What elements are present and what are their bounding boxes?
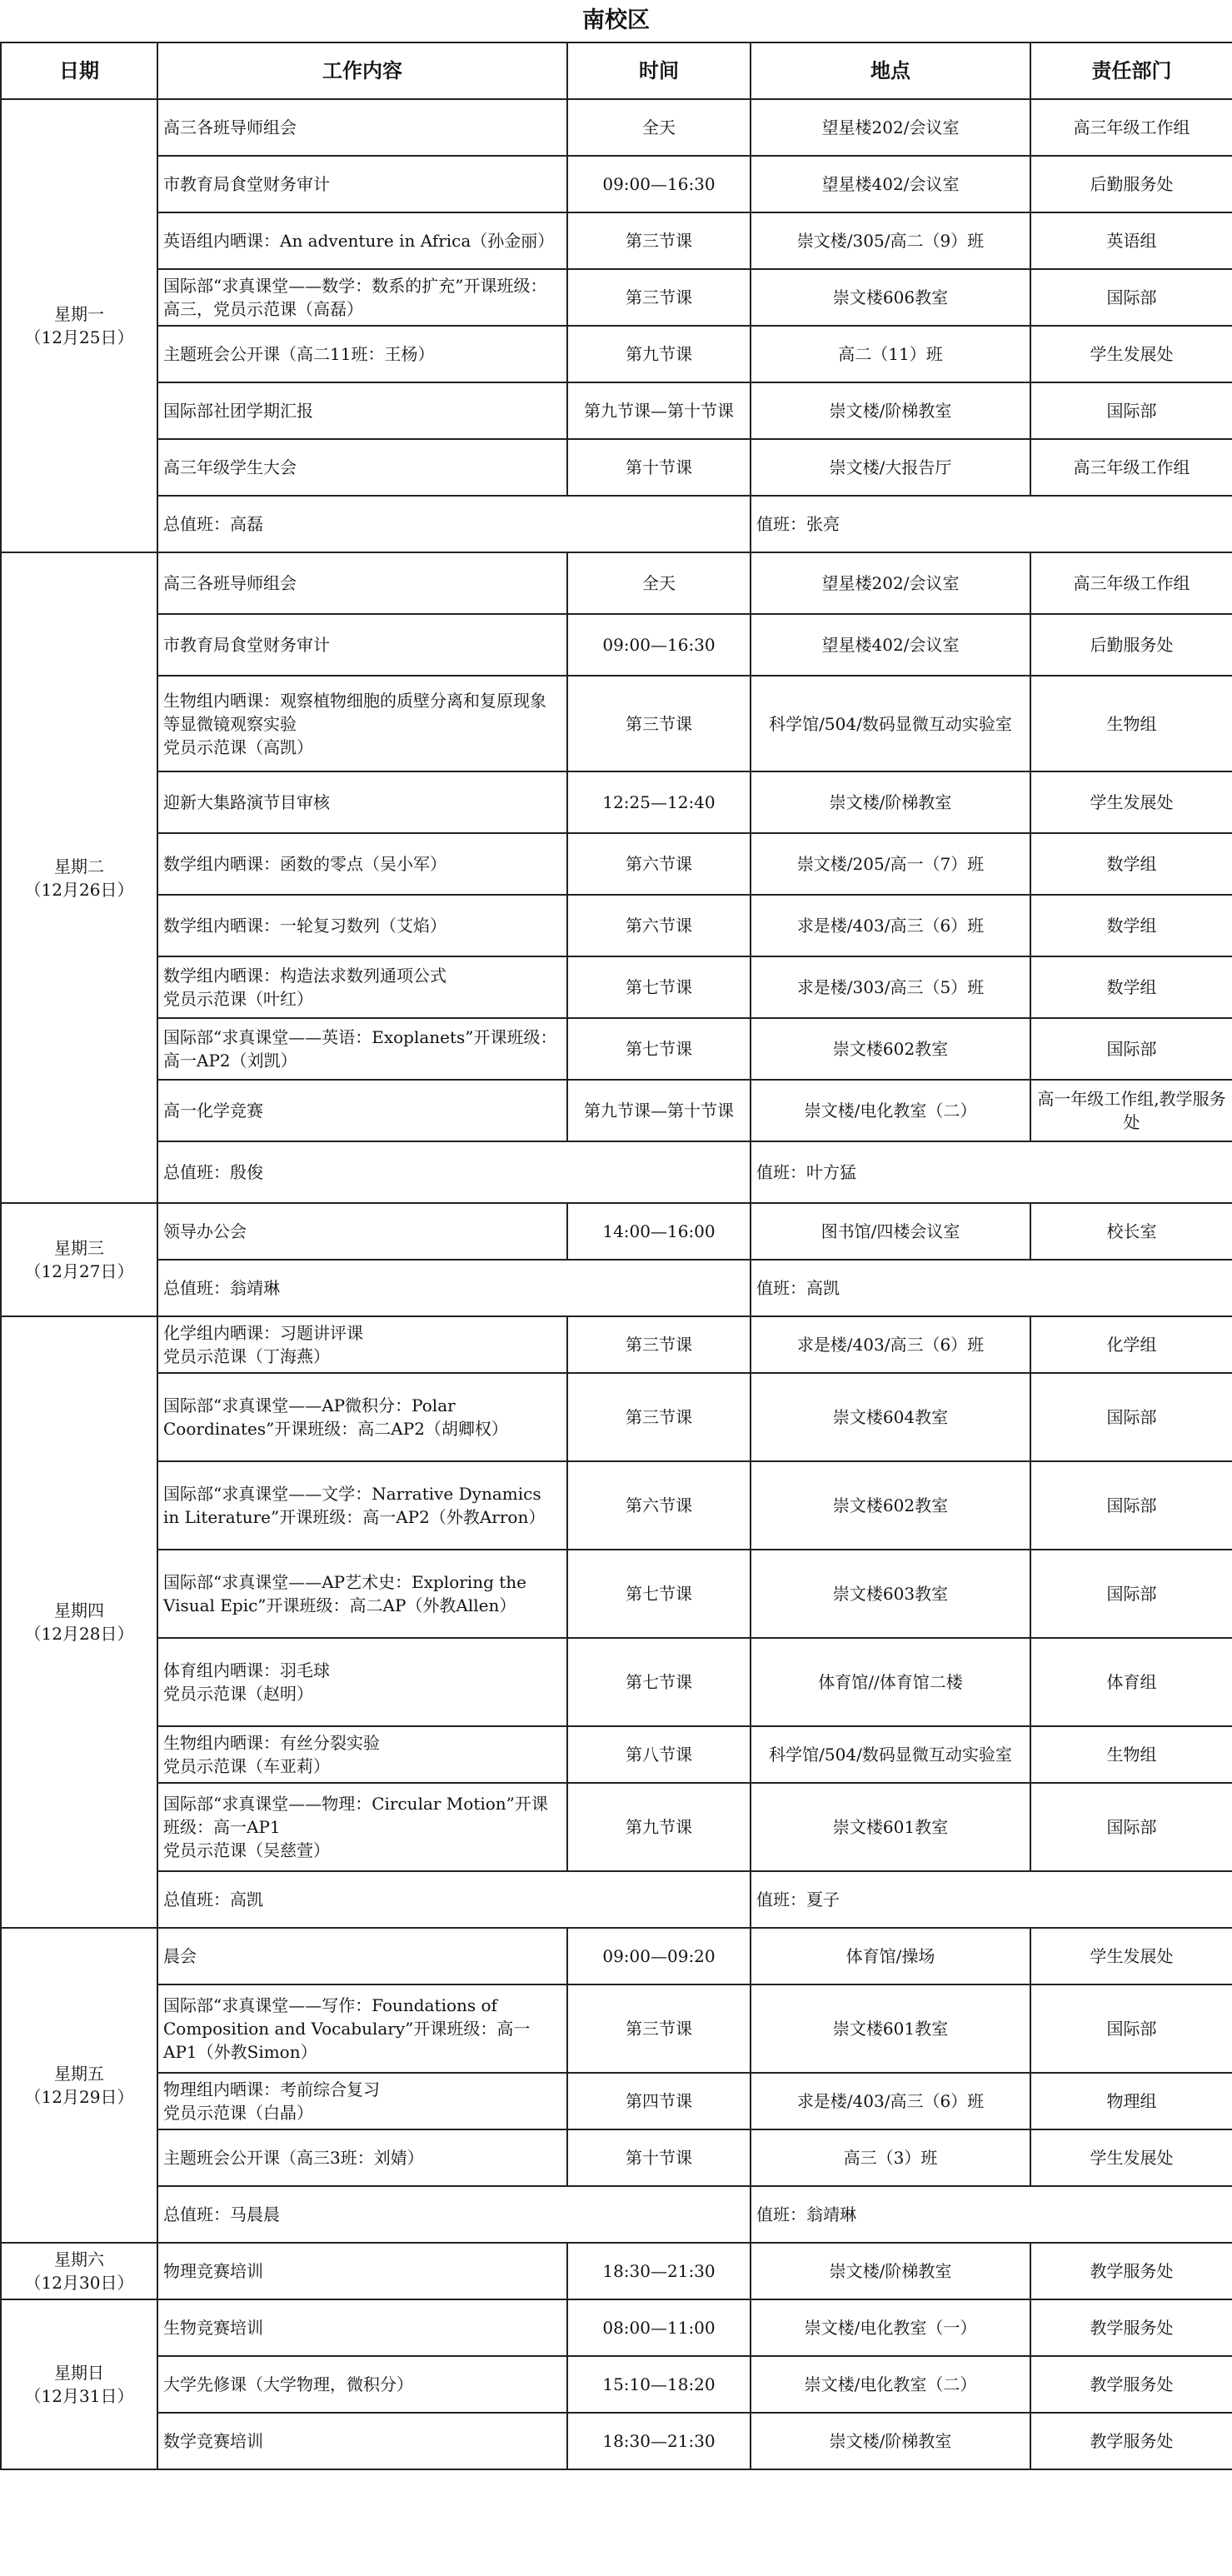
- work-content-cell: 国际部社团学期汇报: [157, 382, 567, 439]
- place-cell: 崇文楼/电化教室（二）: [751, 1080, 1030, 1141]
- table-row: [1, 326, 1232, 382]
- table-row: [1, 382, 1232, 439]
- place-cell: 望星楼402/会议室: [751, 614, 1030, 676]
- work-content-cell: 市教育局食堂财务审计: [157, 156, 567, 212]
- chief-duty-cell: 总值班：高凯: [157, 1871, 751, 1928]
- time-cell: 第十节课: [567, 439, 751, 496]
- header-time: 时间: [567, 42, 751, 99]
- table-row: [1, 552, 1232, 614]
- time-cell: 09:00—09:20: [567, 1928, 751, 1984]
- work-content-cell: 生物组内晒课：有丝分裂实验 党员示范课（车亚莉）: [157, 1726, 567, 1783]
- time-cell: 第七节课: [567, 1638, 751, 1726]
- dept-cell: 数学组: [1030, 895, 1232, 956]
- place-cell: 科学馆/504/数码显微互动实验室: [751, 676, 1030, 771]
- time-cell: 第三节课: [567, 1984, 751, 2073]
- duty-cell: 值班：张亮: [751, 496, 1232, 552]
- schedule-body: [1, 99, 1232, 2469]
- dept-cell: 国际部: [1030, 382, 1232, 439]
- place-cell: 体育馆/操场: [751, 1928, 1030, 1984]
- dept-cell: 后勤服务处: [1030, 614, 1232, 676]
- time-cell: 09:00—16:30: [567, 156, 751, 212]
- day-cell: [1, 1203, 157, 1316]
- day-date: （12月25日）: [24, 327, 134, 347]
- time-cell: 全天: [567, 552, 751, 614]
- table-row: [1, 956, 1232, 1018]
- time-cell: 全天: [567, 99, 751, 156]
- table-row: [1, 1461, 1232, 1550]
- table-row: [1, 771, 1232, 833]
- dept-cell: 国际部: [1030, 1018, 1232, 1080]
- work-content-cell: 生物组内晒课：观察植物细胞的质壁分离和复原现象等显微镜观察实验 党员示范课（高凯）: [157, 676, 567, 771]
- duty-row: [1, 496, 1232, 552]
- work-content-cell: 数学组内晒课：一轮复习数列（艾焰）: [157, 895, 567, 956]
- place-cell: 求是楼/403/高三（6）班: [751, 895, 1030, 956]
- dept-cell: 学生发展处: [1030, 2129, 1232, 2186]
- work-content-cell: 国际部“求真课堂——物理：Circular Motion”开课班级：高一AP1 党员示范课（吴慈萱）: [157, 1783, 567, 1871]
- table-row: [1, 439, 1232, 496]
- day-date: （12月31日）: [24, 2386, 134, 2406]
- dept-cell: 国际部: [1030, 1783, 1232, 1871]
- work-content-cell: 国际部“求真课堂——文学：Narrative Dynamics in Literature”开课班级：高一AP2（外教Arron）: [157, 1461, 567, 1550]
- table-row: [1, 1783, 1232, 1871]
- work-content-cell: 市教育局食堂财务审计: [157, 614, 567, 676]
- table-row: [1, 2299, 1232, 2356]
- day-date: （12月26日）: [24, 879, 134, 900]
- dept-cell: 高三年级工作组: [1030, 439, 1232, 496]
- place-cell: 高二（11）班: [751, 326, 1030, 382]
- table-row: [1, 2243, 1232, 2299]
- place-cell: 崇文楼/阶梯教室: [751, 2413, 1030, 2469]
- dept-cell: 高一年级工作组,教学服务处: [1030, 1080, 1232, 1141]
- table-row: [1, 1373, 1232, 1461]
- duty-cell: 值班：叶方猛: [751, 1141, 1232, 1203]
- place-cell: 崇文楼/阶梯教室: [751, 771, 1030, 833]
- day-date: （12月30日）: [24, 2273, 134, 2293]
- place-cell: 崇文楼606教室: [751, 269, 1030, 326]
- day-cell: [1, 99, 157, 552]
- place-cell: 崇文楼603教室: [751, 1550, 1030, 1638]
- place-cell: 崇文楼/205/高一（7）班: [751, 833, 1030, 895]
- place-cell: 崇文楼/阶梯教室: [751, 2243, 1030, 2299]
- time-cell: 第七节课: [567, 1018, 751, 1080]
- dept-cell: 国际部: [1030, 1373, 1232, 1461]
- time-cell: 第三节课: [567, 1373, 751, 1461]
- table-row: [1, 2356, 1232, 2413]
- place-cell: 科学馆/504/数码显微互动实验室: [751, 1726, 1030, 1783]
- time-cell: 09:00—16:30: [567, 614, 751, 676]
- table-row: [1, 1928, 1232, 1984]
- dept-cell: 国际部: [1030, 1461, 1232, 1550]
- table-row: [1, 895, 1232, 956]
- work-content-cell: 体育组内晒课：羽毛球 党员示范课（赵明）: [157, 1638, 567, 1726]
- table-row: [1, 156, 1232, 212]
- day-name: 星期日: [54, 2363, 104, 2383]
- work-content-cell: 数学组内晒课：构造法求数列通项公式 党员示范课（叶红）: [157, 956, 567, 1018]
- work-content-cell: 领导办公会: [157, 1203, 567, 1260]
- table-row: [1, 676, 1232, 771]
- work-content-cell: 晨会: [157, 1928, 567, 1984]
- place-cell: 崇文楼601教室: [751, 1984, 1030, 2073]
- time-cell: 第四节课: [567, 2073, 751, 2129]
- time-cell: 第六节课: [567, 1461, 751, 1550]
- work-content-cell: 国际部“求真课堂——写作：Foundations of Composition and Vocabulary”开课班级：高一AP1（外教Simon）: [157, 1984, 567, 2073]
- time-cell: 第七节课: [567, 956, 751, 1018]
- dept-cell: 物理组: [1030, 2073, 1232, 2129]
- day-name: 星期二: [54, 856, 104, 876]
- place-cell: 望星楼402/会议室: [751, 156, 1030, 212]
- dept-cell: 生物组: [1030, 676, 1232, 771]
- work-content-cell: 物理组内晒课：考前综合复习 党员示范课（白晶）: [157, 2073, 567, 2129]
- dept-cell: 高三年级工作组: [1030, 552, 1232, 614]
- time-cell: 12:25—12:40: [567, 771, 751, 833]
- work-content-cell: 生物竞赛培训: [157, 2299, 567, 2356]
- table-row: [1, 212, 1232, 269]
- dept-cell: 高三年级工作组: [1030, 99, 1232, 156]
- duty-cell: 值班：翁靖琳: [751, 2186, 1232, 2243]
- time-cell: 第九节课—第十节课: [567, 1080, 751, 1141]
- dept-cell: 学生发展处: [1030, 326, 1232, 382]
- dept-cell: 化学组: [1030, 1316, 1232, 1373]
- place-cell: 求是楼/403/高三（6）班: [751, 2073, 1030, 2129]
- time-cell: 第九节课—第十节课: [567, 382, 751, 439]
- time-cell: 18:30—21:30: [567, 2243, 751, 2299]
- work-content-cell: 国际部“求真课堂——数学：数系的扩充”开课班级：高三，党员示范课（高磊）: [157, 269, 567, 326]
- table-row: [1, 1726, 1232, 1783]
- chief-duty-cell: 总值班：殷俊: [157, 1141, 751, 1203]
- day-date: （12月27日）: [24, 1261, 134, 1281]
- time-cell: 第三节课: [567, 676, 751, 771]
- day-cell: [1, 2299, 157, 2469]
- day-date: （12月29日）: [24, 2087, 134, 2107]
- time-cell: 18:30—21:30: [567, 2413, 751, 2469]
- day-cell: [1, 1316, 157, 1928]
- table-row: [1, 2413, 1232, 2469]
- table-row: [1, 1080, 1232, 1141]
- work-content-cell: 化学组内晒课：习题讲评课 党员示范课（丁海燕）: [157, 1316, 567, 1373]
- work-content-cell: 物理竞赛培训: [157, 2243, 567, 2299]
- dept-cell: 英语组: [1030, 212, 1232, 269]
- work-content-cell: 数学组内晒课：函数的零点（吴小军）: [157, 833, 567, 895]
- work-content-cell: 高三年级学生大会: [157, 439, 567, 496]
- day-date: （12月28日）: [24, 1624, 134, 1644]
- table-row: [1, 1638, 1232, 1726]
- duty-cell: 值班：夏子: [751, 1871, 1232, 1928]
- place-cell: 崇文楼602教室: [751, 1018, 1030, 1080]
- table-row: [1, 1018, 1232, 1080]
- table-row: [1, 99, 1232, 156]
- duty-row: [1, 2186, 1232, 2243]
- place-cell: 望星楼202/会议室: [751, 99, 1030, 156]
- time-cell: 08:00—11:00: [567, 2299, 751, 2356]
- dept-cell: 教学服务处: [1030, 2299, 1232, 2356]
- duty-row: [1, 1871, 1232, 1928]
- time-cell: 第十节课: [567, 2129, 751, 2186]
- place-cell: 望星楼202/会议室: [751, 552, 1030, 614]
- schedule-table: [0, 42, 1232, 2470]
- table-row: [1, 1550, 1232, 1638]
- table-row: [1, 2073, 1232, 2129]
- day-cell: [1, 552, 157, 1203]
- day-cell: [1, 2243, 157, 2299]
- header-row: [1, 42, 1232, 99]
- work-content-cell: 国际部“求真课堂——AP微积分：Polar Coordinates”开课班级：高二AP2（胡卿权）: [157, 1373, 567, 1461]
- day-cell: [1, 1928, 157, 2243]
- header-dept: 责任部门: [1030, 42, 1232, 99]
- place-cell: 崇文楼602教室: [751, 1461, 1030, 1550]
- dept-cell: 教学服务处: [1030, 2243, 1232, 2299]
- table-row: [1, 614, 1232, 676]
- table-row: [1, 1203, 1232, 1260]
- day-name: 星期四: [54, 1600, 104, 1620]
- dept-cell: 后勤服务处: [1030, 156, 1232, 212]
- work-content-cell: 高三各班导师组会: [157, 99, 567, 156]
- dept-cell: 国际部: [1030, 1550, 1232, 1638]
- place-cell: 崇文楼/电化教室（二）: [751, 2356, 1030, 2413]
- time-cell: 第六节课: [567, 895, 751, 956]
- day-name: 星期三: [54, 1238, 104, 1258]
- table-row: [1, 269, 1232, 326]
- work-content-cell: 国际部“求真课堂——英语：Exoplanets”开课班级：高一AP2（刘凯）: [157, 1018, 567, 1080]
- dept-cell: 学生发展处: [1030, 1928, 1232, 1984]
- place-cell: 图书馆/四楼会议室: [751, 1203, 1030, 1260]
- work-content-cell: 迎新大集路演节目审核: [157, 771, 567, 833]
- place-cell: 求是楼/303/高三（5）班: [751, 956, 1030, 1018]
- header-date: 日期: [1, 42, 157, 99]
- dept-cell: 体育组: [1030, 1638, 1232, 1726]
- table-row: [1, 1984, 1232, 2073]
- dept-cell: 教学服务处: [1030, 2356, 1232, 2413]
- work-content-cell: 数学竞赛培训: [157, 2413, 567, 2469]
- place-cell: 崇文楼/大报告厅: [751, 439, 1030, 496]
- work-content-cell: 高一化学竞赛: [157, 1080, 567, 1141]
- time-cell: 第九节课: [567, 326, 751, 382]
- table-row: [1, 833, 1232, 895]
- dept-cell: 国际部: [1030, 1984, 1232, 2073]
- time-cell: 第八节课: [567, 1726, 751, 1783]
- chief-duty-cell: 总值班：翁靖琳: [157, 1260, 751, 1316]
- place-cell: 崇文楼/305/高二（9）班: [751, 212, 1030, 269]
- time-cell: 第三节课: [567, 212, 751, 269]
- chief-duty-cell: 总值班：马晨晨: [157, 2186, 751, 2243]
- place-cell: 崇文楼/阶梯教室: [751, 382, 1030, 439]
- dept-cell: 国际部: [1030, 269, 1232, 326]
- place-cell: 崇文楼601教室: [751, 1783, 1030, 1871]
- dept-cell: 生物组: [1030, 1726, 1232, 1783]
- place-cell: 崇文楼604教室: [751, 1373, 1030, 1461]
- place-cell: 体育馆//体育馆二楼: [751, 1638, 1030, 1726]
- dept-cell: 学生发展处: [1030, 771, 1232, 833]
- time-cell: 第六节课: [567, 833, 751, 895]
- duty-cell: 值班：高凯: [751, 1260, 1232, 1316]
- duty-row: [1, 1141, 1232, 1203]
- header-place: 地点: [751, 42, 1030, 99]
- work-content-cell: 主题班会公开课（高二11班：王杨）: [157, 326, 567, 382]
- day-name: 星期五: [54, 2064, 104, 2084]
- table-row: [1, 2129, 1232, 2186]
- header-content: 工作内容: [157, 42, 567, 99]
- place-cell: 崇文楼/电化教室（一）: [751, 2299, 1030, 2356]
- place-cell: 高三（3）班: [751, 2129, 1030, 2186]
- dept-cell: 数学组: [1030, 956, 1232, 1018]
- day-name: 星期六: [54, 2249, 104, 2269]
- time-cell: 14:00—16:00: [567, 1203, 751, 1260]
- work-content-cell: 国际部“求真课堂——AP艺术史：Exploring the Visual Epic”开课班级：高二AP（外教Allen）: [157, 1550, 567, 1638]
- chief-duty-cell: 总值班：高磊: [157, 496, 751, 552]
- time-cell: 第七节课: [567, 1550, 751, 1638]
- time-cell: 第九节课: [567, 1783, 751, 1871]
- day-name: 星期一: [54, 304, 104, 324]
- dept-cell: 教学服务处: [1030, 2413, 1232, 2469]
- duty-row: [1, 1260, 1232, 1316]
- time-cell: 15:10—18:20: [567, 2356, 751, 2413]
- dept-cell: 数学组: [1030, 833, 1232, 895]
- work-content-cell: 高三各班导师组会: [157, 552, 567, 614]
- place-cell: 求是楼/403/高三（6）班: [751, 1316, 1030, 1373]
- work-content-cell: 主题班会公开课（高三3班：刘婧）: [157, 2129, 567, 2186]
- dept-cell: 校长室: [1030, 1203, 1232, 1260]
- work-content-cell: 大学先修课（大学物理，微积分）: [157, 2356, 567, 2413]
- work-content-cell: 英语组内晒课：An adventure in Africa（孙金丽）: [157, 212, 567, 269]
- page-title: 南校区: [582, 7, 650, 33]
- time-cell: 第三节课: [567, 269, 751, 326]
- time-cell: 第三节课: [567, 1316, 751, 1373]
- table-row: [1, 1316, 1232, 1373]
